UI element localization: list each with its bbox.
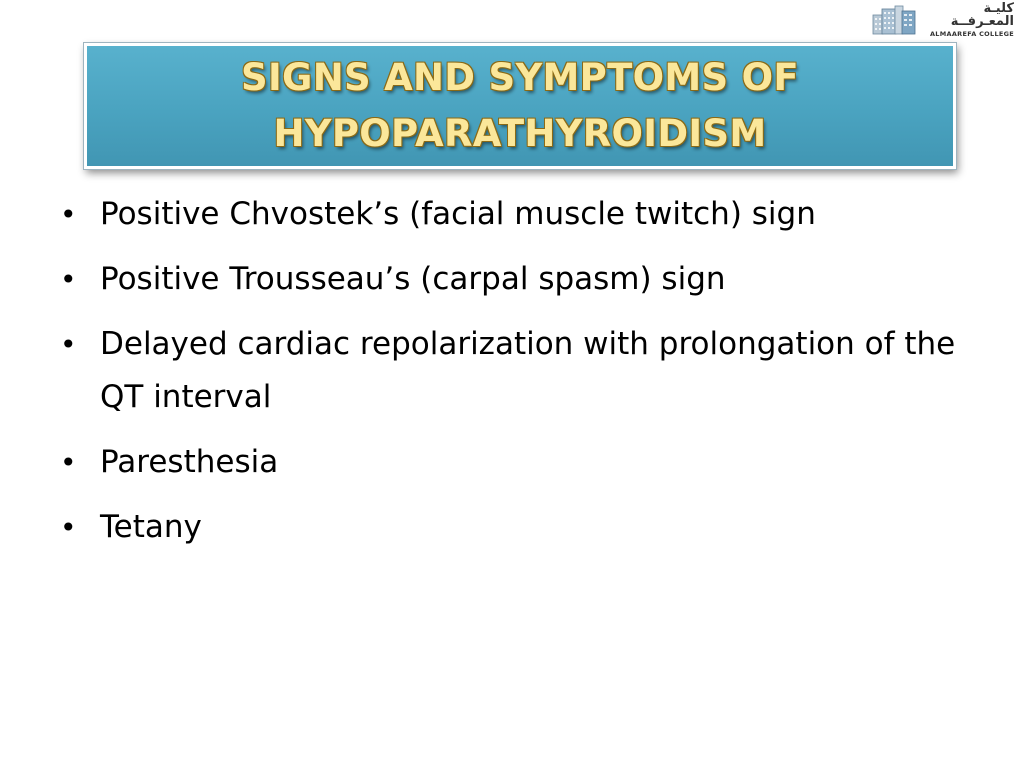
bullet-list [58,188,978,566]
bullet-text: Positive Chvostek’s (facial muscle twitch) sign [100,196,816,232]
bullet-marker: • [60,198,77,231]
bullet-marker: • [60,263,77,296]
bullet-text: Tetany [100,509,202,545]
bullet-text: Paresthesia [100,444,279,480]
bullet-text: Positive Trousseau’s (carpal spasm) sign [100,261,726,297]
bullet-marker: • [60,511,77,544]
bullet-item [58,436,978,489]
bullet-item [58,501,978,554]
college-name-arabic: كليـة المعـرفــة [950,1,1014,30]
bullet-item [58,318,978,424]
slide-title [241,50,799,162]
college-logo-text [921,2,1014,38]
bullet-text: Delayed cardiac repolarization with prolongation of the QT interval [100,326,956,415]
college-name-latin: ALMAAREFA COLLEGE [929,30,1014,39]
bullet-marker: • [60,446,77,479]
slide-title-line2: HYPOPARATHYROIDISM [273,112,767,155]
title-banner [84,43,956,169]
college-logo [872,1,1014,39]
bullet-item [58,188,978,241]
slide-title-line1: SIGNS AND SYMPTOMS OF [241,56,799,99]
bullet-item [58,253,978,306]
bullet-marker: • [60,328,77,361]
college-building-icon [872,5,916,35]
